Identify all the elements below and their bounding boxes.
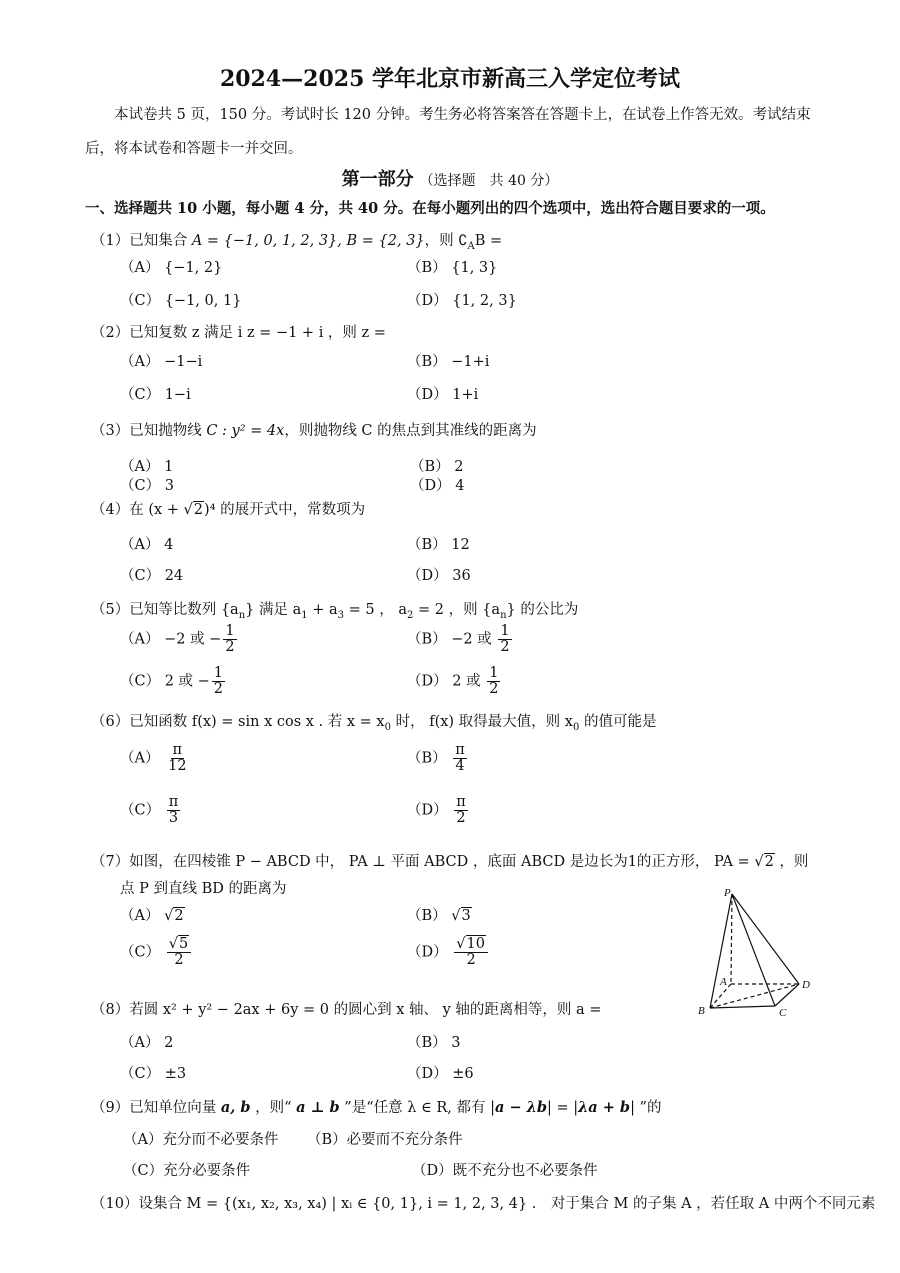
q8-option-c: （C） ±3 [120, 1066, 187, 1082]
q5-c-den: 2 [213, 681, 224, 698]
q5-sub-3: 3 [337, 609, 345, 621]
q4-option-a: （A） 4 [120, 537, 174, 553]
q1-option-a: （A） {−1, 2} [120, 260, 223, 276]
q7-option-c [120, 937, 193, 968]
q6-a-den: 12 [168, 758, 187, 775]
question-7-stem-line2: 点 P 到直线 BD 的距离为 [120, 881, 287, 897]
q7-a-label: （A） [120, 908, 160, 924]
q1-text: （1）已知集合 [91, 233, 192, 249]
q6-text-b: 时， f(x) 取得最大值，则 x [391, 714, 573, 730]
exam-title: 2024—2025 学年北京市新高三入学定位考试 [219, 66, 681, 92]
q2-option-a: （A） −1−i [120, 354, 203, 370]
q7-radicand: 2 [764, 854, 774, 870]
q5-c-num: 1 [213, 665, 224, 681]
q7-c-fraction [167, 937, 191, 968]
q1-text-b: ，则 ∁ [424, 233, 468, 249]
q6-text-c: 的值可能是 [579, 714, 657, 730]
q1-sets: A = {−1, 0, 1, 2, 3}, B = {2, 3} [191, 233, 425, 249]
part-one-title: 第一部分 [341, 169, 414, 190]
q6-option-b [407, 743, 469, 774]
q7-text-b: ，则 [774, 854, 809, 870]
q7-d-den: 2 [466, 952, 476, 969]
q6-c-label: （C） [120, 802, 161, 819]
q4-text-b: )⁴ 的展开式中，常数项为 [204, 502, 366, 518]
question-2-stem: （2）已知复数 z 满足 i z = −1 + i ，则 z = [91, 325, 386, 341]
q7-text-a: （7）如图，在四棱锥 P − ABCD 中， PA ⊥ 平面 ABCD ，底面 ABCD 是边长为1的正方形， PA = [91, 854, 755, 870]
q3-option-c: （C） 3 [120, 478, 174, 494]
q6-c-fraction [167, 795, 181, 826]
label-d: D [802, 979, 810, 991]
q6-sub-0: 0 [384, 721, 391, 733]
q9-option-c: （C）充分必要条件 [123, 1163, 251, 1179]
q8-option-a: （A） 2 [120, 1035, 174, 1051]
question-7-stem: （7）如图，在四棱锥 P − ABCD 中， PA ⊥ 平面 ABCD ，底面 ABCD 是边长为1的正方形， PA = √2 ，则 [91, 854, 809, 870]
q5-sub-1: 1 [301, 609, 308, 621]
q3-option-d: （D） 4 [410, 478, 465, 494]
question-3-stem [91, 419, 537, 440]
q7-d-num: √10 [454, 937, 488, 953]
pyramid-figure [690, 882, 820, 1022]
q9-condition: a ⊥ b [296, 1099, 340, 1116]
q7-b-radicand: 3 [461, 908, 471, 924]
q4-option-c: （C） 24 [120, 568, 184, 584]
q5-c-fraction [212, 666, 225, 697]
q9-option-d: （D）既不充分也不必要条件 [412, 1163, 598, 1179]
q5-text-f: } 的公比为 [506, 602, 579, 618]
q5-text-c: + a [307, 602, 338, 618]
q5-option-b [407, 624, 514, 655]
q6-d-fraction [454, 795, 468, 826]
q7-option-d [407, 937, 490, 968]
part-one-subtitle: （选择题 共 40 分） [419, 173, 559, 189]
label-c: C [779, 1007, 787, 1019]
q2-option-b: （B） −1+i [407, 354, 490, 370]
q3-parabola: C : y² = 4x [206, 423, 285, 439]
q7-b-label: （B） [407, 908, 447, 924]
q8-option-b: （B） 3 [407, 1035, 461, 1051]
q6-b-fraction [453, 743, 467, 774]
q5-b-num: 1 [500, 623, 510, 639]
q5-a-num: 1 [225, 623, 235, 639]
q5-b-label: （B） −2 或 [407, 631, 497, 648]
question-6-stem [91, 710, 656, 733]
q5-d-label: （D） 2 或 [407, 673, 486, 690]
q5-option-d [407, 666, 502, 697]
q4-radicand: 2 [193, 502, 204, 518]
q5-b-fraction [498, 624, 511, 655]
q9-option-b: （B）必要而不充分条件 [307, 1132, 463, 1148]
edge-pd [732, 894, 799, 984]
q9-text-d: | = | [546, 1100, 579, 1116]
q7-option-b: （B） √3 [407, 908, 471, 924]
section-one-instructions: 一、选择题共 10 小题，每小题 4 分，共 40 分。在每小题列出的四个选项中，选出符合题目要求的一项。 [85, 200, 775, 217]
q5-d-fraction [487, 666, 500, 697]
q6-option-c [120, 795, 182, 826]
q6-b-num: π [455, 742, 465, 758]
q1-text-c: B = [474, 233, 503, 249]
edge-pb [710, 894, 732, 1008]
q5-a-label: （A） −2 或 − [120, 631, 222, 648]
question-10-stem: （10）设集合 M = {(x₁, x₂, x₃, x₄) | xᵢ ∈ {0, 1}, i = 1, 2, 3, 4} . 对于集合 M 的子集 A ，若任取 A 中两个不同元素 [91, 1196, 876, 1212]
edge-pc [732, 894, 775, 1006]
q5-text-e: = 2 ，则 {a [413, 602, 501, 618]
edge-bc [710, 1006, 775, 1008]
q6-c-den: 3 [168, 810, 179, 827]
q4-text: （4）在 (x + [91, 502, 184, 518]
q5-d-num: 1 [489, 665, 499, 681]
q1-option-c: （C） {−1, 0, 1} [120, 293, 242, 309]
q6-c-num: π [168, 794, 179, 810]
q9-text-b: ，则“ [250, 1100, 297, 1116]
q7-a-radicand: 2 [174, 908, 184, 924]
q3-option-a: （A） 1 [120, 459, 174, 475]
q6-b-label: （B） [407, 750, 447, 767]
q6-b-den: 4 [455, 758, 465, 775]
q1-option-b: （B） {1, 3} [407, 260, 498, 276]
label-a: A [720, 976, 727, 988]
q3-text-b: ，则抛物线 C 的焦点到其准线的距离为 [284, 423, 537, 439]
q8-option-d: （D） ±6 [407, 1066, 474, 1082]
q9-text-a: （9）已知单位向量 [91, 1100, 221, 1116]
q5-c-label: （C） 2 或 − [120, 673, 210, 690]
q6-d-num: π [456, 794, 466, 810]
question-5-stem [91, 598, 578, 621]
q9-text-c: ”是“任意 λ ∈ R, 都有 | [339, 1100, 496, 1116]
q1-option-d: （D） {1, 2, 3} [407, 293, 517, 309]
q9-text-e: | ”的 [630, 1100, 662, 1116]
q5-a-fraction [223, 624, 236, 655]
q5-sub-n2: n [500, 609, 507, 621]
q9-expr-1: a − λb [495, 1099, 547, 1116]
q5-d-den: 2 [489, 681, 499, 698]
q1-sub: A [467, 240, 475, 252]
q7-d-label: （D） [407, 944, 448, 961]
question-4-stem: （4）在 (x + √2)⁴ 的展开式中，常数项为 [91, 502, 366, 518]
label-b: B [698, 1005, 705, 1017]
q7-c-radicand: 5 [178, 936, 189, 952]
q5-text-d: = 5 ， a [344, 602, 407, 618]
q5-b-den: 2 [500, 639, 510, 656]
q7-option-a: （A） √2 [120, 908, 184, 924]
q7-c-num: √5 [167, 937, 191, 953]
q5-text-b: } 满足 a [245, 602, 302, 618]
q4-option-d: （D） 36 [407, 568, 471, 584]
q6-d-label: （D） [407, 802, 448, 819]
q5-sub-2: 2 [407, 609, 414, 621]
q6-option-d [407, 795, 470, 826]
label-p: P [724, 887, 731, 899]
q6-text-a: （6）已知函数 f(x) = sin x cos x . 若 x = x [91, 714, 385, 730]
q5-a-den: 2 [225, 639, 235, 656]
q4-option-b: （B） 12 [407, 537, 470, 553]
q7-c-label: （C） [120, 944, 161, 961]
q9-vectors: a, b [220, 1099, 251, 1116]
q5-sub-n1: n [238, 609, 246, 621]
q6-d-den: 2 [456, 810, 466, 827]
q6-sub-0b: 0 [572, 721, 580, 733]
q3-text: （3）已知抛物线 [91, 423, 207, 439]
q6-a-label: （A） [120, 750, 160, 767]
q5-text-a: （5）已知等比数列 {a [91, 602, 239, 618]
q9-option-a: （A）充分而不必要条件 [123, 1132, 279, 1148]
q3-option-b: （B） 2 [410, 459, 464, 475]
q7-d-fraction [454, 937, 488, 968]
q6-a-fraction [166, 743, 188, 774]
q5-option-a [120, 624, 239, 655]
question-9-stem [91, 1096, 661, 1117]
exam-instructions: 本试卷共 5 页，150 分。考试时长 120 分钟。考生务必将答案答在答题卡上，在试卷上作答无效。考试结束后，将本试卷和答题卡一并交回。 [85, 107, 811, 157]
question-1-stem [91, 229, 502, 252]
q5-option-c [120, 666, 227, 697]
part-one-heading [0, 165, 900, 191]
question-8-stem: （8）若圆 x² + y² − 2ax + 6y = 0 的圆心到 x 轴、 y 轴的距离相等，则 a = [91, 1002, 602, 1018]
q9-expr-2: λa + b [578, 1099, 631, 1116]
q6-a-num: π [172, 742, 183, 758]
q7-c-den: 2 [174, 952, 184, 969]
q2-option-c: （C） 1−i [120, 387, 191, 403]
q7-d-radicand: 10 [466, 936, 485, 952]
edge-pa [731, 894, 732, 984]
q2-option-d: （D） 1+i [407, 387, 479, 403]
q6-option-a [120, 743, 191, 774]
